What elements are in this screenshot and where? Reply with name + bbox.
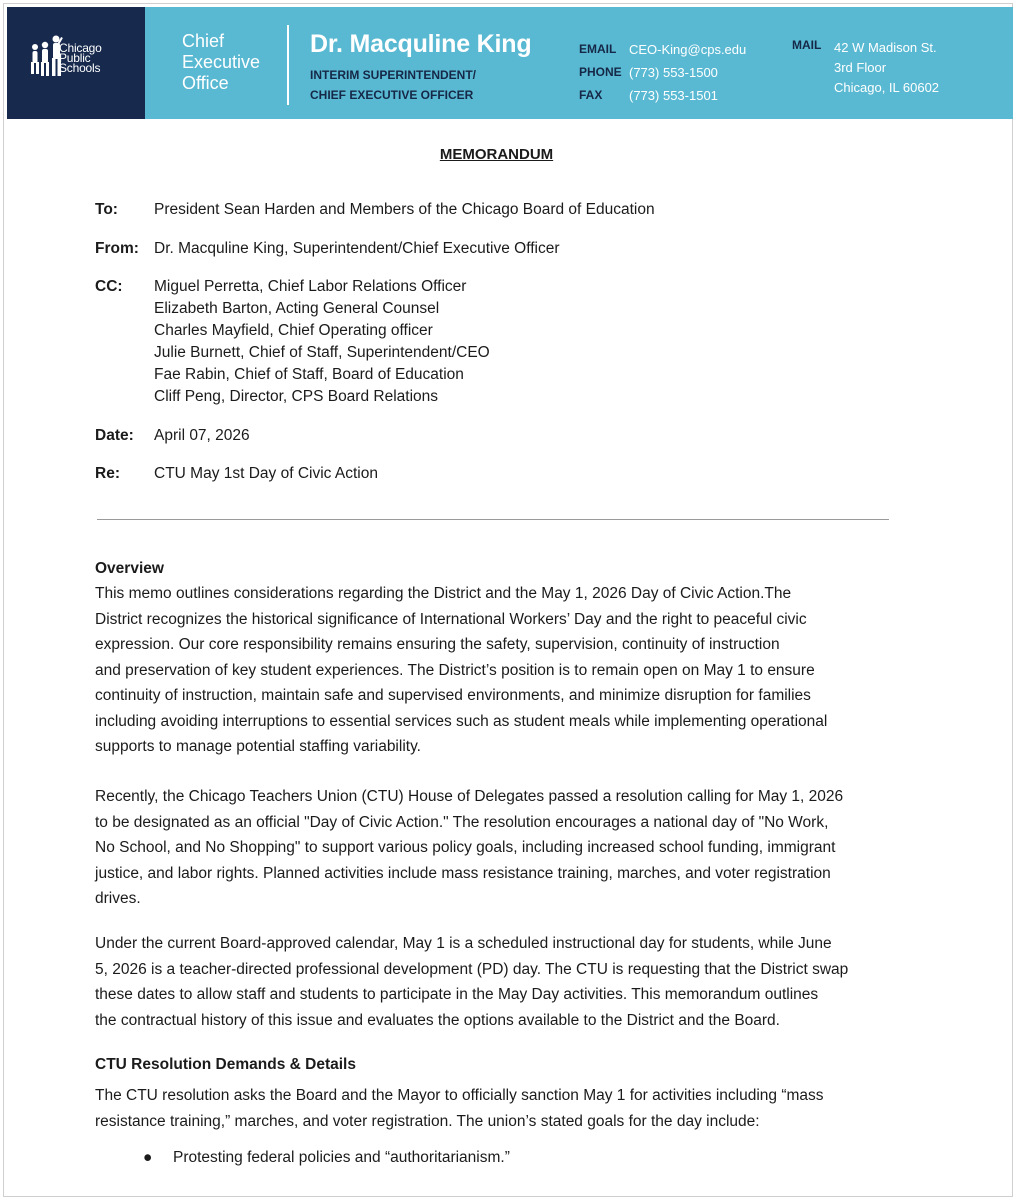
text-line: supports to manage potential staffing variability. [95,738,421,755]
re-value: CTU May 1st Day of Civic Action [154,465,378,482]
office-line: Office [182,73,229,93]
text-line: This memo outlines considerations regarding the District and the May 1, 2026 Day of Civic Action.The [95,585,792,602]
text-line: justice, and labor rights. Planned activities include mass resistance training, marches, and voter registration [95,864,831,882]
fax-value: (773) 553-1501 [629,88,718,103]
cc-item: Cliff Peng, Director, CPS Board Relations [154,388,439,405]
text-line: Under the current Board-approved calendar, May 1 is a scheduled instructional day for students, while June [95,935,832,952]
office-line: Executive [182,52,261,72]
contact-values [629,38,746,107]
text-line: and preservation of key student experiences. The District’s position is to remain open on May 1 to ensure [95,661,815,679]
text-line: No School, and No Shopping" to support various policy goals, including increased school funding, immigrant [95,839,836,856]
header-divider [287,25,289,105]
mail-address-line: 42 W Madison St. [834,40,937,55]
phone-label: PHONE [579,65,622,79]
cc-item: Julie Burnett, Chief of Staff, Superintendent/CEO [154,344,490,361]
mail-address-line: 3rd Floor [834,60,887,75]
cc-list [154,276,490,408]
logo-line: Chicago [59,41,102,55]
executive-name: Dr. Macquline King [310,30,532,58]
text-line: including avoiding interruptions to essential services such as student meals while implementing operational [95,712,828,730]
bullet-icon: ● [143,1149,153,1166]
cc-item: Charles Mayfield, Chief Operating officer [154,322,433,339]
mail-label: MAIL [792,38,822,52]
horizontal-rule [97,519,889,520]
from-value: Dr. Macquline King, Superintendent/Chief Executive Officer [154,240,560,257]
overview-paragraph-2 [95,784,910,912]
text-line: expression. Our core responsibility remains ensuring the safety, supervision, continuity of instruction [95,636,780,653]
cc-label: CC: [95,278,123,295]
overview-paragraph-1 [95,581,910,760]
re-label: Re: [95,465,120,482]
ctu-paragraph [95,1083,910,1134]
fax-label: FAX [579,88,603,102]
phone-value: (773) 553-1500 [629,65,718,80]
cc-item: Fae Rabin, Chief of Staff, Board of Education [154,366,464,383]
text-line: to be designated as an official "Day of Civic Action." The resolution encourages a national day of "No Work, [95,813,829,831]
to-label: To: [95,201,118,218]
text-line: resistance training,” marches, and voter registration. The union’s stated goals for the day include: [95,1112,760,1130]
cc-item: Elizabeth Barton, Acting General Counsel [154,300,440,317]
mail-address-line: Chicago, IL 60602 [834,80,940,95]
memo-title: MEMORANDUM [439,146,554,163]
executive-title [310,65,476,105]
to-value: President Sean Harden and Members of the Chicago Board of Education [154,201,655,218]
text-line: District recognizes the historical significance of International Workers’ Day and the right to peaceful civic [95,610,807,628]
executive-title-line: CHIEF EXECUTIVE OFFICER [310,88,474,102]
date-value: April 07, 2026 [154,427,250,444]
mail-address [834,38,939,98]
date-label: Date: [95,427,134,444]
letterhead [7,7,1013,119]
cps-logo-text [59,43,102,73]
bullet-text: Protesting federal policies and “authoritarianism.” [173,1149,510,1166]
text-line: continuity of instruction, maintain safe and supervised environments, and minimize disruption for families [95,687,811,704]
contact-labels [579,38,622,107]
overview-paragraph-3 [95,931,910,1033]
text-line: drives. [95,890,141,907]
executive-title-line: INTERIM SUPERINTENDENT/ [310,68,477,82]
text-line: 5, 2026 is a teacher-directed professional development (PD) day. The CTU is requesting that the District swap [95,960,849,978]
email-link[interactable]: CEO-King@cps.edu [629,42,747,57]
ctu-heading: CTU Resolution Demands & Details [95,1056,356,1073]
logo-line: Schools [59,61,101,75]
office-label [182,31,260,94]
email-label: EMAIL [579,42,617,56]
logo-line: Public [59,51,91,65]
text-line: Recently, the Chicago Teachers Union (CTU) House of Delegates passed a resolution calling for May 1, 2026 [95,788,844,805]
overview-heading: Overview [95,560,164,577]
text-line: The CTU resolution asks the Board and the Mayor to officially sanction May 1 for activities including “mass [95,1087,824,1104]
office-line: Chief [182,31,225,51]
from-label: From: [95,240,139,257]
text-line: these dates to allow staff and students to participate in the May Day activities. This memorandum outlines [95,986,819,1003]
cc-item: Miguel Perretta, Chief Labor Relations Officer [154,278,467,295]
text-line: the contractual history of this issue and evaluates the options available to the District and the Board. [95,1011,780,1029]
